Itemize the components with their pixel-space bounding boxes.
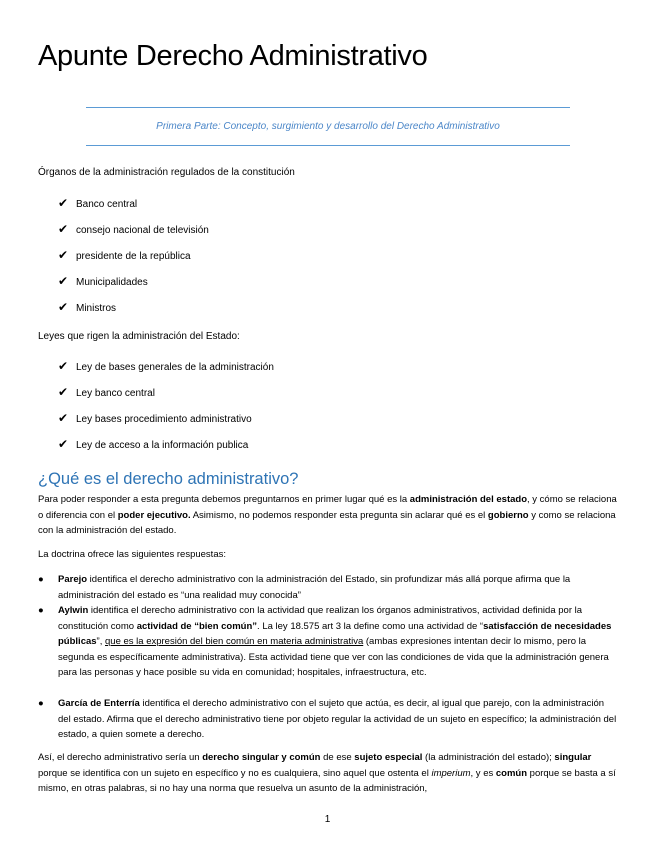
- intro-paragraph: Para poder responder a esta pregunta debemos preguntarnos en primer lugar qué es la administración del estado, y cómo se relaciona o diferencia con el poder ejecutivo. Asimismo, no podemos responder esta pregunta sin aclarar qué es el gobierno y como se relaciona con la administración del estado.: [38, 494, 617, 536]
- checklist-item-label: Ley de acceso a la información publica: [76, 440, 249, 451]
- final-paragraph: Así, el derecho administrativo sería un derecho singular y común de ese sujeto especial (la administración del estado); singular porque se identifica con un sujeto en específico y no es cualquiera, sino aquel que ostenta el imperium, y es común porque se basta a sí mismo, en otras palabras, si no hay una norma que resuelva un asunto de la administración,: [38, 752, 616, 794]
- check-mark-icon: ✔: [58, 359, 69, 373]
- checklist-item-label: Ley bases procedimiento administrativo: [76, 414, 252, 425]
- checklist-item: [58, 386, 155, 400]
- subtitle-top-rule: [86, 107, 570, 108]
- bullet-item-garcia: ● García de Enterría identifica el derecho administrativo con el sujeto que actúa, es decir, al igual que parejo, con la administración del estado. Afirma que el derecho administrativo tiene por objeto regular la actividad de un sujeto en específico; la administración del estado, a quien somete a derecho.: [38, 698, 617, 740]
- bullet-item-parejo: ● Parejo identifica el derecho administrativo con la administración del Estado, sin profundizar más allá porque afirma que la administración del estado es “una realidad muy conocida”: [38, 574, 571, 601]
- checklist-item: [58, 249, 191, 263]
- check-mark-icon: ✔: [58, 300, 69, 314]
- check-mark-icon: ✔: [58, 274, 69, 288]
- document-subtitle: Primera Parte: Concepto, surgimiento y desarrollo del Derecho Administrativo: [156, 121, 500, 132]
- check-mark-icon: ✔: [58, 248, 69, 262]
- check-mark-icon: ✔: [58, 411, 69, 425]
- checklist-item: [58, 301, 116, 315]
- organos-intro: Órganos de la administración regulados de la constitución: [38, 167, 295, 178]
- check-mark-icon: ✔: [58, 196, 69, 210]
- check-mark-icon: ✔: [58, 222, 69, 236]
- bullet-icon: ●: [38, 574, 44, 585]
- check-mark-icon: ✔: [58, 437, 69, 451]
- checklist-item-label: consejo nacional de televisión: [76, 225, 209, 236]
- checklist-item: [58, 223, 209, 237]
- subtitle-bottom-rule: [86, 145, 570, 146]
- checklist-item: [58, 197, 137, 211]
- bullet-item-aylwin: ● Aylwin identifica el derecho administrativo con la actividad que realizan los órganos administrativos, actividad definida por la constitución como actividad de “bien común”. La ley 18.575 art 3 la define como una actividad de “satisfacción de necesidades públicas”, que es la expresión del bien común en materia administrativa (ambas expresiones intentan decir lo mismo, pero la segunda es específicamente administrativa). Esta actividad tiene que ver con las condiciones de vida que la administración genera para las personas y hace posible su vida en comunidad; hospitales, infraestructura, etc.: [38, 605, 612, 678]
- checklist-item: [58, 438, 248, 452]
- checklist-item-label: Banco central: [76, 199, 138, 210]
- checklist-item-label: Ministros: [76, 303, 117, 314]
- document-title: Apunte Derecho Administrativo: [38, 40, 428, 72]
- checklist-item-label: Ley de bases generales de la administración: [76, 362, 274, 373]
- bullet-icon: ●: [38, 605, 44, 616]
- bullet-icon: ●: [38, 698, 44, 709]
- checklist-item: [58, 360, 274, 374]
- checklist-item: [58, 412, 252, 426]
- leyes-intro: Leyes que rigen la administración del Estado:: [38, 331, 240, 342]
- checklist-item-label: Ley banco central: [76, 388, 155, 399]
- check-mark-icon: ✔: [58, 385, 69, 399]
- checklist-item-label: Municipalidades: [76, 277, 148, 288]
- checklist-item: [58, 275, 148, 289]
- section-heading: ¿Qué es el derecho administrativo?: [38, 470, 299, 488]
- doctrina-intro: La doctrina ofrece las siguientes respuestas:: [38, 549, 226, 560]
- checklist-item-label: presidente de la república: [76, 251, 191, 262]
- page-number: 1: [324, 814, 331, 825]
